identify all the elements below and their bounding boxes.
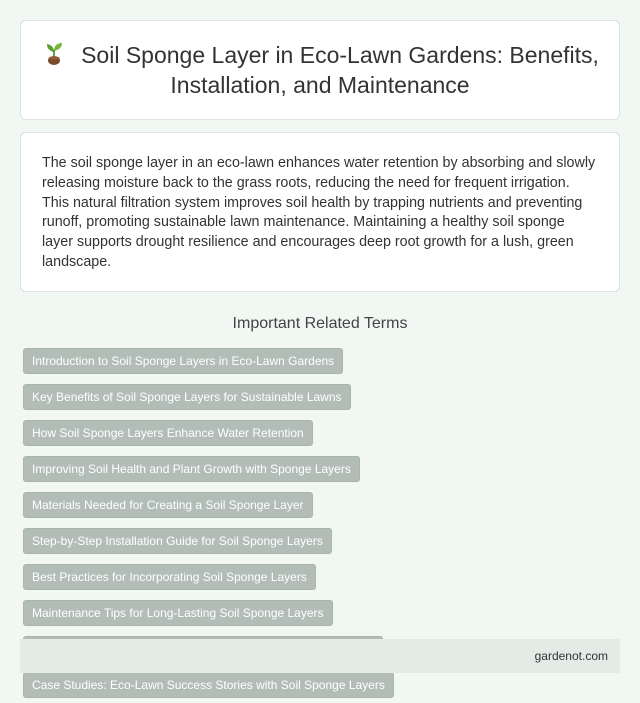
footer: [20, 639, 620, 673]
page-title: [41, 40, 599, 100]
title-card: [20, 20, 620, 120]
related-term-tag[interactable]: Key Benefits of Soil Sponge Layers for Sustainable Lawns: [23, 384, 351, 410]
related-terms-heading: Important Related Terms: [232, 315, 408, 332]
related-term-tag[interactable]: Maintenance Tips for Long-Lasting Soil Sponge Layers: [23, 600, 333, 626]
summary-card: [20, 132, 620, 292]
sprout-icon: [41, 40, 67, 66]
related-term-tag[interactable]: How Soil Sponge Layers Enhance Water Retention: [23, 420, 313, 446]
related-term-tag[interactable]: Case Studies: Eco-Lawn Success Stories with Soil Sponge Layers: [23, 672, 394, 698]
footer-site-link[interactable]: gardenot.com: [534, 649, 608, 663]
related-term-tag[interactable]: Step-by-Step Installation Guide for Soil Sponge Layers: [23, 528, 332, 554]
related-term-tag[interactable]: Best Practices for Incorporating Soil Sponge Layers: [23, 564, 316, 590]
summary-text: The soil sponge layer in an eco-lawn enhances water retention by absorbing and slowly releasing moisture back to the grass roots, reducing the need for frequent irrigation. This natural filtration system improves soil health by trapping nutrients and preventing runoff, promoting sustainable lawn maintenance. Maintaining a healthy soil sponge layer supports drought resilience and encourages deep root growth for a lush, green landscape.: [42, 155, 596, 270]
page-title-text: Soil Sponge Layer in Eco-Lawn Gardens: Benefits, Installation, and Maintenance: [81, 42, 599, 98]
related-term-tag[interactable]: Materials Needed for Creating a Soil Sponge Layer: [23, 492, 313, 518]
related-term-tag[interactable]: Introduction to Soil Sponge Layers in Eco-Lawn Gardens: [23, 348, 343, 374]
related-term-tag[interactable]: Improving Soil Health and Plant Growth with Sponge Layers: [23, 456, 360, 482]
